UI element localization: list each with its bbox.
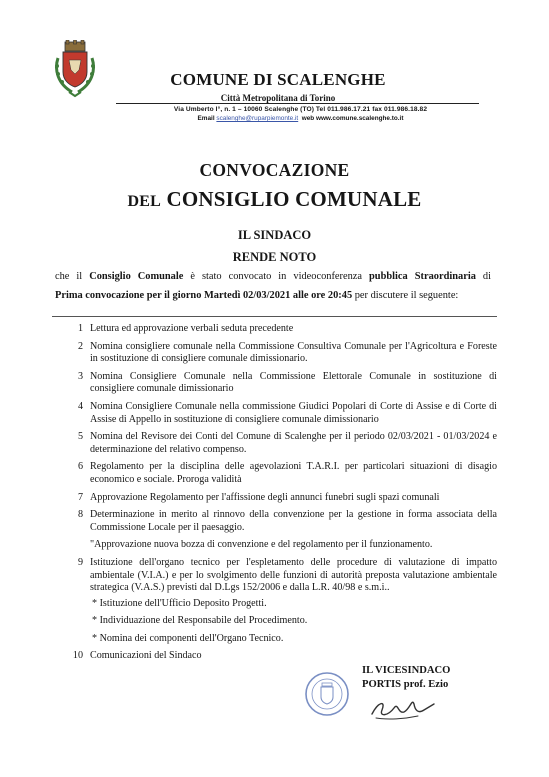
agenda-text: Istituzione dell'organo tecnico per l'espletamento delle procedure di valutazione di impatto ambientale (V.I.A.) e per lo svolgimento delle funzioni di autorità preposta valutazione ambientale strategica (V.A.S.) previsti dal D.Lgs 152/2006 e dalla L.R. 40/98 e s.m.i.. [90,556,497,594]
agenda-text: Nomina Consigliere Comunale nella Commissione Elettorale Comunale in sostituzione di consigliere comunale dimissionario [90,370,497,395]
municipality-name: COMUNE DI SCALENGHE [170,70,386,89]
agenda-subitem: * Istituzione dell'Ufficio Deposito Progetti. [92,597,267,609]
signatory-name: PORTIS prof. Ezio [362,679,449,690]
doc-title-consiglio [0,187,549,212]
municipal-crest-icon [52,40,98,102]
intro-text: che il [55,271,90,282]
agenda-divider [52,316,497,317]
agenda-list [65,323,497,668]
agenda-item [65,431,497,456]
agenda-subitems [90,598,497,646]
agenda-subitem: * Individuazione del Responsabile del Procedimento. [92,615,308,627]
intro-pubblica: pubblica Straordinaria [369,271,476,282]
doc-title-consiglio-text: CONSIGLIO COMUNALE [166,187,422,211]
header-address: Via Umberto I°, n. 1 – 10060 Scalenghe (TO) Tel 011.986.17.21 fax 011.986.18.82 [173,106,428,113]
agenda-number: 4 [77,400,83,412]
agenda-item [65,492,497,505]
intro-date: Prima convocazione per il giorno Martedì 02/03/2021 alle ore 20:45 [55,290,353,301]
agenda-item [65,461,497,486]
agenda-text: Nomina Consigliere Comunale nella commissione Giudici Popolari di Corte di Assise e di Corte di Assise di Appello in sostituzione di consigliere comunale dimissionario [90,400,497,425]
agenda-number: 2 [77,340,83,352]
doc-title-convocazione: CONVOCAZIONE [199,160,350,180]
agenda-number: 6 [77,461,83,473]
agenda-text: Nomina consigliere comunale nella Commissione Consultiva Comunale per l'Agricoltura e Foreste in sostituzione di consigliere comunale dimissionario. [90,340,497,365]
agenda-text: Regolamento per la disciplina delle agevolazioni T.A.R.I. per particolari situazioni di disagio economico e sociale. Proroga validità [90,461,497,485]
agenda-item [65,401,497,426]
municipality-subtitle: Città Metropolitana di Torino [220,93,336,103]
agenda-item [65,341,497,366]
agenda-item [65,509,497,552]
agenda-number: 9 [77,556,83,568]
heading-sindaco: IL SINDACO [237,228,312,242]
intro-line-1 [55,269,491,284]
agenda-item [65,557,497,646]
agenda-text: Approvazione Regolamento per l'affissione degli annunci funebri sugli spazi comunali [90,491,440,503]
agenda-text: Nomina del Revisore dei Conti del Comune di Scalenghe per il periodo 02/03/2021 - 01/03/2024 e determinazione del relativo compenso. [90,431,497,455]
agenda-number: 5 [77,431,83,443]
web-address[interactable]: web www.comune.scalenghe.to.it [301,115,404,122]
email-label: Email [197,115,215,122]
heading-rende-noto: RENDE NOTO [232,250,317,264]
intro-line-2 [55,288,491,303]
intro-text: è stato convocato in videoconferenza [183,271,370,282]
agenda-number: 8 [77,509,83,521]
intro-consiglio: Consiglio Comunale [89,271,184,282]
agenda-item [65,371,497,396]
agenda-item [65,323,497,336]
agenda-number: 7 [77,491,83,503]
agenda-text: Comunicazioni del Sindaco [90,650,202,662]
doc-title-del: DEL [127,193,161,210]
agenda-subitem: * Nomina dei componenti dell'Organo Tecnico. [92,632,284,644]
official-stamp-icon [304,671,350,717]
email-link[interactable]: scalenghe@ruparpiemonte.it [216,115,299,122]
handwritten-signature-icon [368,690,438,724]
agenda-number: 10 [72,650,83,662]
agenda-number: 3 [77,370,83,382]
agenda-number: 1 [77,323,83,334]
header-divider [116,103,479,104]
agenda-item [65,650,497,663]
agenda-text: Determinazione in merito al rinnovo della convenzione per la gestione in forma associata della Commissione Locale per il paesaggio. [90,509,497,533]
agenda-note: "Approvazione nuova bozza di convenzione e del regolamento per il funzionamento. [90,539,433,551]
agenda-text: Lettura ed approvazione verbali seduta precedente [90,323,294,334]
intro-text: per discutere il seguente: [352,290,459,301]
header-contacts [112,115,489,122]
intro-text: di [475,271,492,282]
signatory-role: IL VICESINDACO [362,665,451,676]
